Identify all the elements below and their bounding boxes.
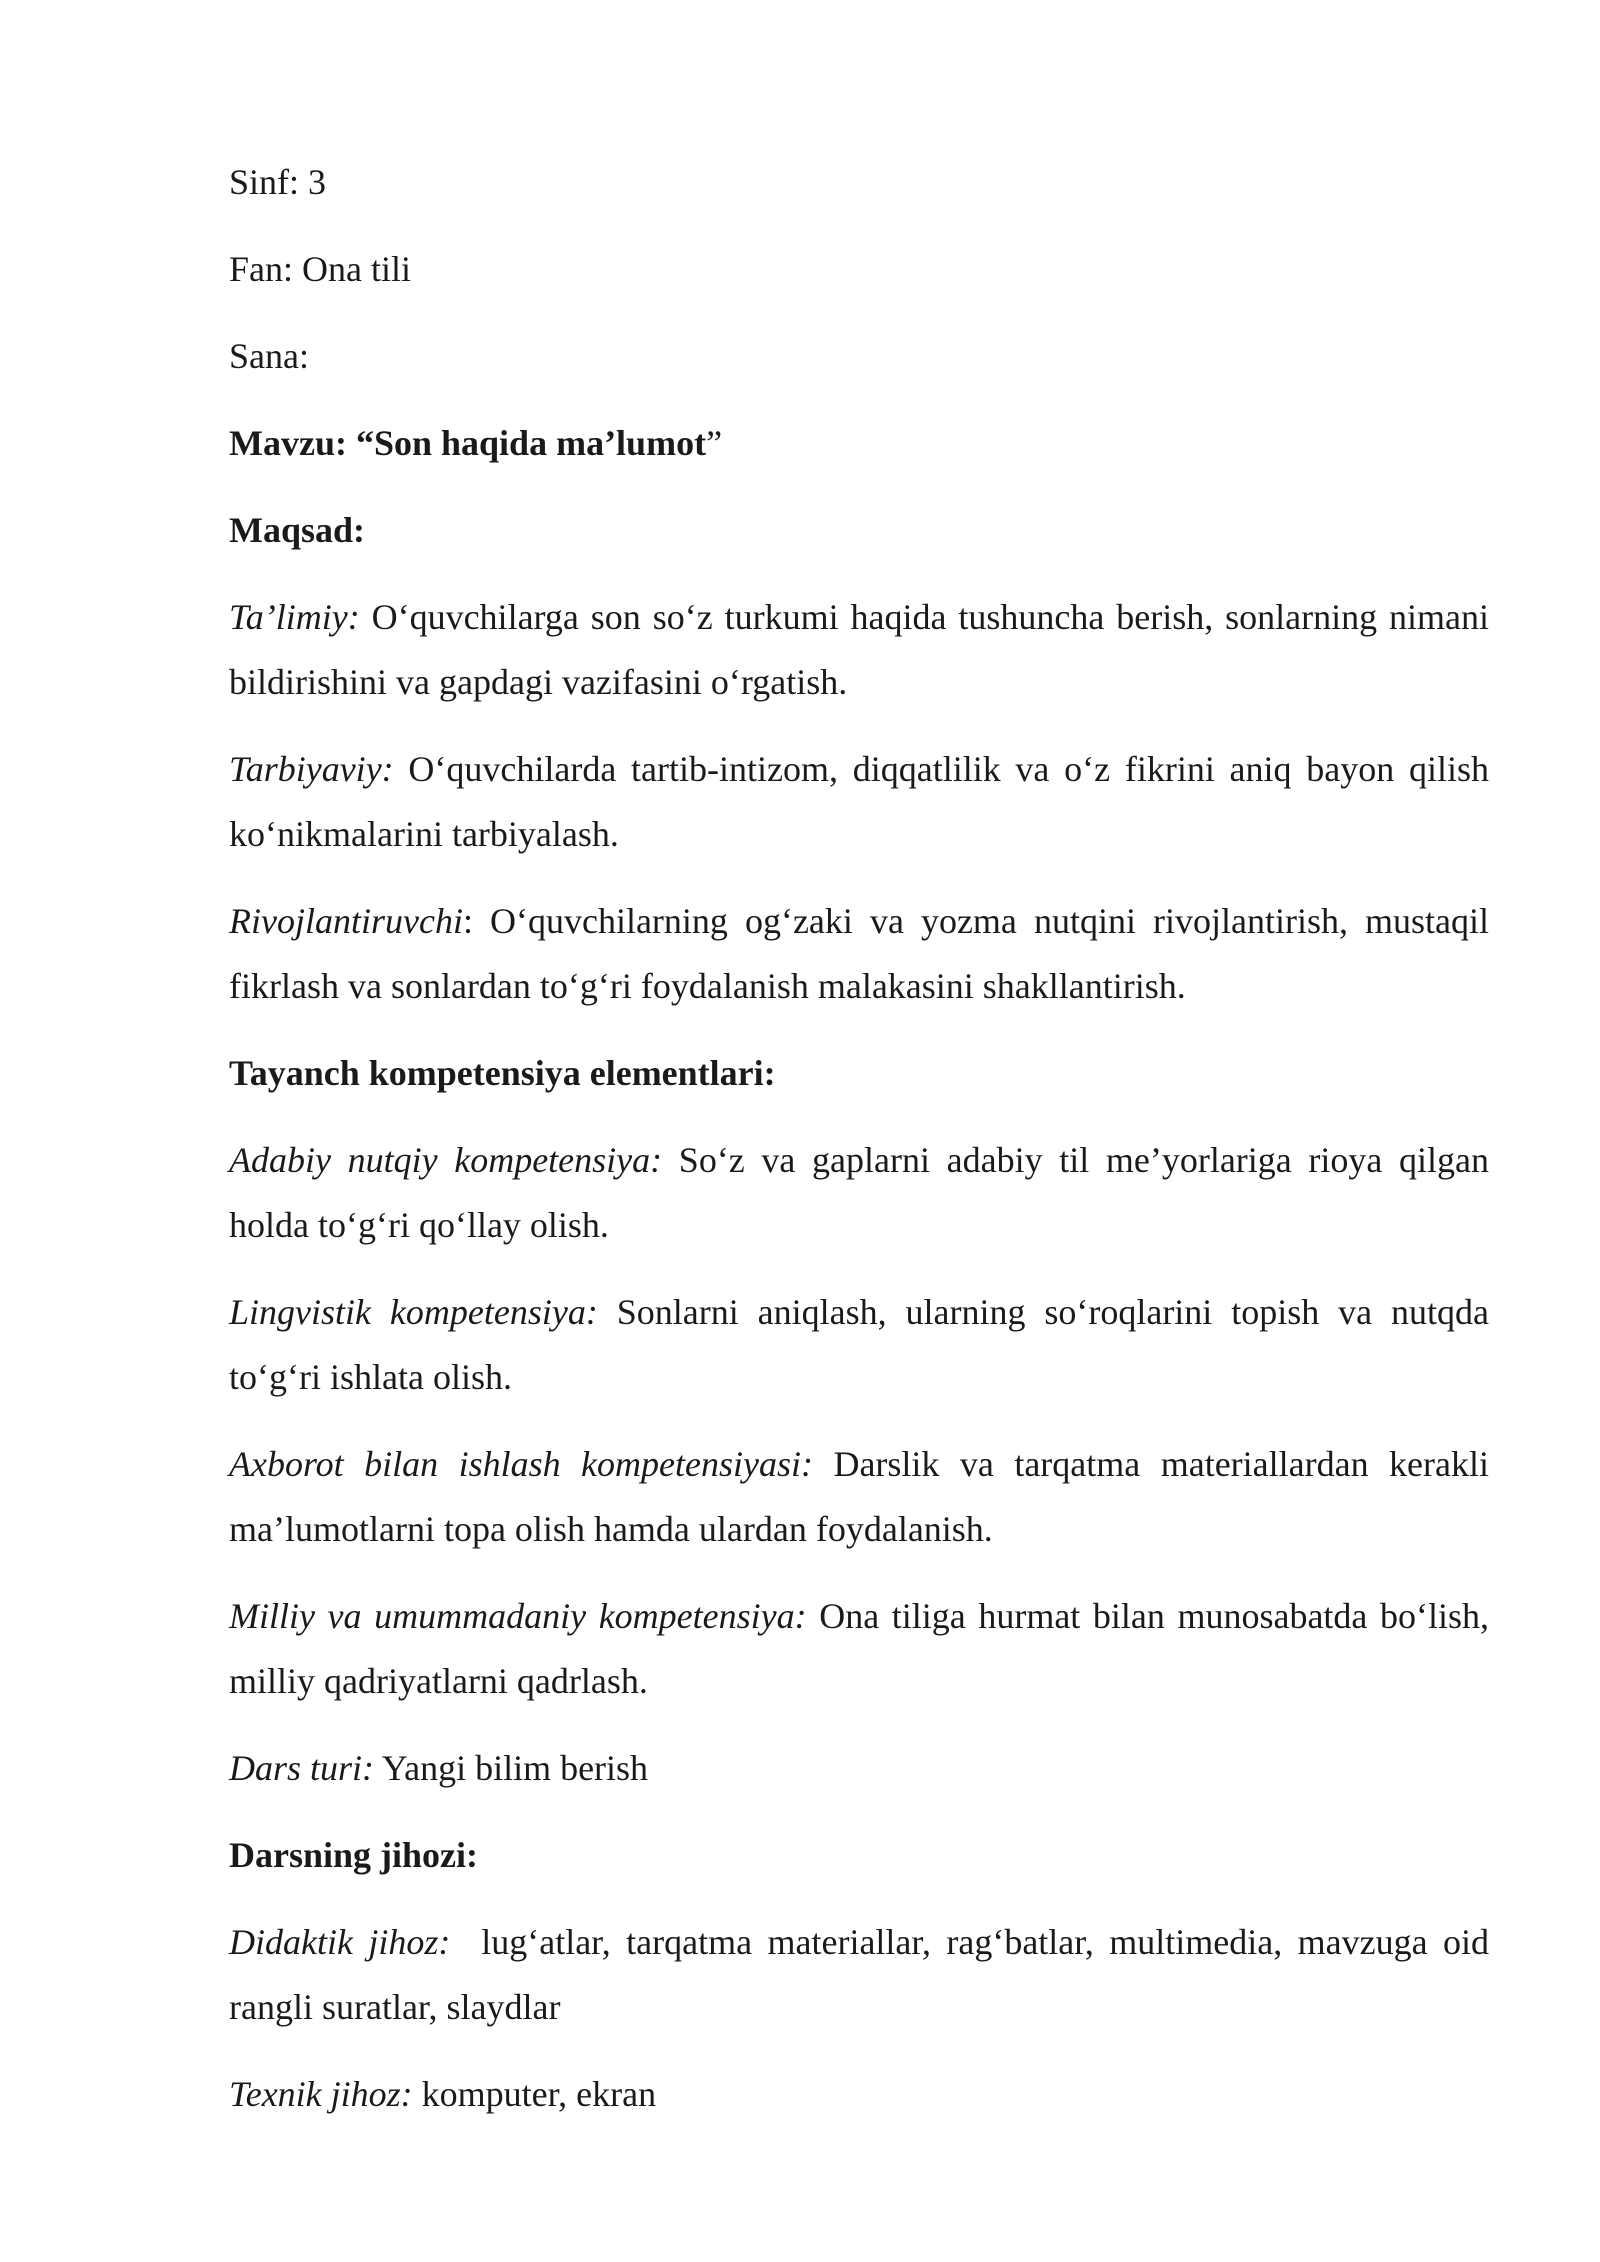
date-line (229, 324, 1489, 389)
competency-cultural-text: Ona tiliga hurmat bilan munosabatda bo‘lish, milliy qadriyatlarni qadrlash. (229, 1596, 1489, 1701)
equipment-technical-label: Texnik jihoz: (229, 2074, 413, 2114)
date-text: Sana: (229, 336, 309, 376)
competency-information (229, 1432, 1489, 1562)
goal-developmental (229, 889, 1489, 1019)
subject-text: Fan: Ona tili (229, 249, 411, 289)
topic-label: Mavzu: “Son haqida ma’lumot (229, 423, 707, 463)
competency-linguistic-text: Sonlarni aniqlash, ularning so‘roqlarini topish va nutqda to‘g‘ri ishlata olish. (229, 1292, 1489, 1397)
subject-line (229, 237, 1489, 302)
goal-developmental-label: Rivojlantiruvchi (229, 901, 463, 941)
competency-literary-text: So‘z va gaplarni adabiy til me’yorlariga rioya qilgan holda to‘g‘ri qo‘llay olish. (229, 1140, 1489, 1245)
goal-heading-text: Maqsad: (229, 510, 366, 550)
goal-heading (229, 498, 1489, 563)
competency-literary-label: Adabiy nutqiy kompetensiya: (229, 1140, 663, 1180)
goal-educational-text: O‘quvchilarga son so‘z turkumi haqida tushuncha berish, sonlarning nimani bildirishini va gapdagi vazifasini o‘rgatish. (229, 597, 1489, 702)
goal-upbringing (229, 737, 1489, 867)
equipment-technical (229, 2062, 1489, 2127)
competency-cultural (229, 1584, 1489, 1714)
lesson-type-text: Yangi bilim berish (374, 1748, 649, 1788)
competency-linguistic (229, 1280, 1489, 1410)
equipment-didactic-text: lug‘atlar, tarqatma materiallar, rag‘batlar, multimedia, mavzuga oid rangli suratlar, slaydlar (229, 1922, 1498, 2027)
grade-line (229, 150, 1489, 215)
competency-information-text: Darslik va tarqatma materiallardan kerakli ma’lumotlarni topa olish hamda ulardan foydalanish. (229, 1444, 1489, 1549)
competency-cultural-label: Milliy va umummadaniy kompetensiya: (229, 1596, 807, 1636)
competency-literary (229, 1128, 1489, 1258)
equipment-technical-text: komputer, ekran (412, 2074, 657, 2114)
grade-text: Sinf: 3 (229, 162, 327, 202)
equipment-heading (229, 1823, 1489, 1888)
competency-heading (229, 1041, 1489, 1106)
document-page (229, 150, 1498, 2149)
equipment-didactic (229, 1910, 1498, 2040)
goal-educational (229, 585, 1489, 715)
goal-developmental-text: : O‘quvchilarning og‘zaki va yozma nutqini rivojlantirish, mustaqil fikrlash va sonlardan to‘g‘ri foydalanish malakasini shakllantirish. (229, 901, 1489, 1006)
topic-line (229, 411, 1489, 476)
topic-close-quote: ” (706, 423, 723, 463)
equipment-heading-text: Darsning jihozi: (229, 1835, 479, 1875)
goal-upbringing-label: Tarbiyaviy: (229, 749, 394, 789)
lesson-type (229, 1736, 1489, 1801)
competency-information-label: Axborot bilan ishlash kompetensiyasi: (229, 1444, 813, 1484)
goal-upbringing-text: O‘quvchilarda tartib-intizom, diqqatlilik va o‘z fikrini aniq bayon qilish ko‘nikmalarini tarbiyalash. (229, 749, 1489, 854)
equipment-didactic-label: Didaktik jihoz: (229, 1922, 451, 1962)
competency-linguistic-label: Lingvistik kompetensiya: (229, 1292, 598, 1332)
lesson-type-label: Dars turi: (229, 1748, 375, 1788)
goal-educational-label: Ta’limiy: (229, 597, 360, 637)
competency-heading-text: Tayanch kompetensiya elementlari: (229, 1053, 776, 1093)
